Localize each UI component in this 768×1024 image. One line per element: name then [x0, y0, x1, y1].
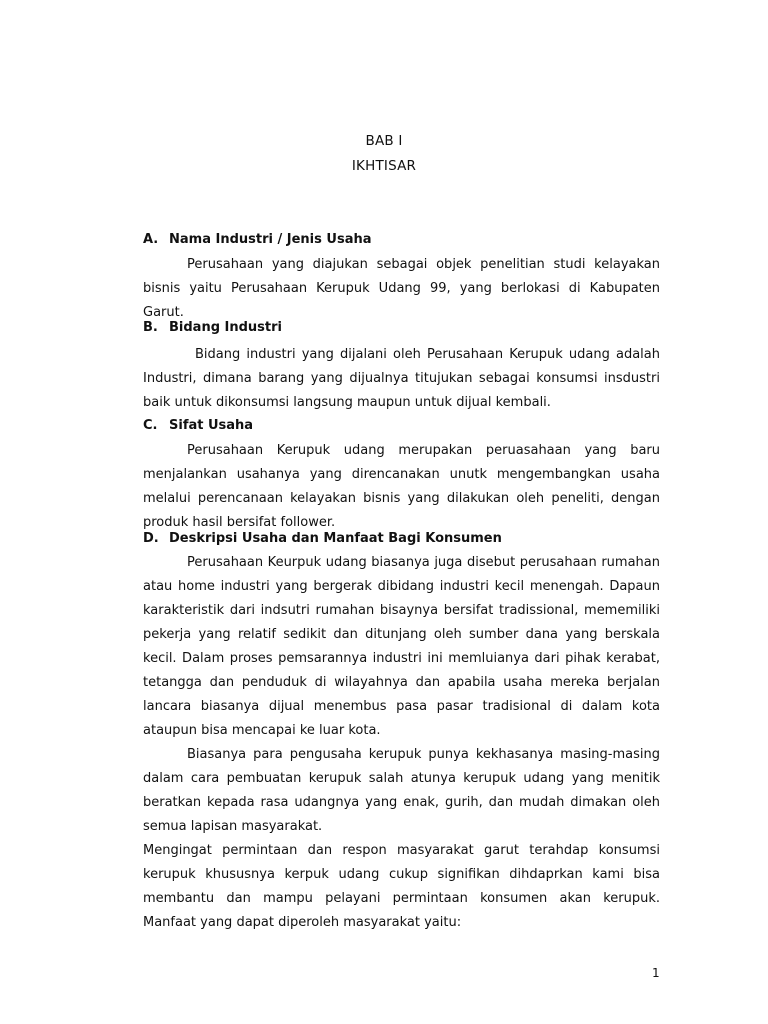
section-letter: A.	[143, 232, 159, 247]
section-title: Bidang Industri	[169, 320, 283, 335]
section-b-heading	[143, 320, 282, 335]
paragraph: Perusahaan Keurpuk udang biasanya juga disebut perusahaan rumahan atau home industri yang bergerak dibidang industri kecil menengah. Dapaun karakteristik dari indsutri rumahan bisaynya bersifat tradissional, mememiliki pekerja yang relatif sedikit dan ditunjang oleh sumber dana yang berskala kecil. Dalam proses pemsarannya industri ini memluianya dari pihak kerabat, tetangga dan penduduk di wilayahnya dan apabila usaha mereka berjalan lancara biasanya dijual menembus pasa pasar tradisional di dalam kota ataupun bisa mencapai ke luar kota.	[143, 555, 660, 738]
section-title: Nama Industri / Jenis Usaha	[169, 232, 372, 247]
section-c-heading	[143, 418, 253, 433]
chapter-title: IKHTISAR	[351, 158, 417, 174]
section-title: Sifat Usaha	[169, 418, 254, 433]
paragraph: Perusahaan Kerupuk udang merupakan peruasahaan yang baru menjalankan usahanya yang direncanakan unutk mengembangkan usaha melalui perencanaan kelayakan bisnis yang dilakukan oleh peneliti, dengan produk hasil bersifat follower.	[143, 443, 660, 530]
section-d-heading	[143, 531, 502, 546]
paragraph: Perusahaan yang diajukan sebagai objek penelitian studi kelayakan bisnis yaitu Perusahaan Kerupuk Udang 99, yang berlokasi di Kabupaten Garut.	[143, 257, 660, 320]
paragraph: Biasanya para pengusaha kerupuk punya kekhasanya masing-masing dalam cara pembuatan kerupuk salah atunya kerupuk udang yang menitik beratkan kepada rasa udangnya yang enak, gurih, dan mudah dimakan oleh semua lapisan masyarakat.	[143, 747, 660, 834]
paragraph: Bidang industri yang dijalani oleh Perusahaan Kerupuk udang adalah Industri, dimana barang yang dijualnya titujukan sebagai konsumsi insdustri baik untuk dikonsumsi langsung maupun untuk dijual kembali.	[143, 347, 660, 410]
page-number: 1	[652, 966, 660, 980]
section-letter: D.	[143, 531, 159, 546]
section-a-body	[143, 253, 660, 325]
section-d-body	[143, 551, 660, 935]
paragraph: Mengingat permintaan dan respon masyarakat garut terahdap konsumsi kerupuk khususnya kerpuk udang cukup signifikan dihdaprkan kami bisa membantu dan mampu pelayani permintaan konsumen akan kerupuk. Manfaat yang dapat diperoleh masyarakat yaitu:	[143, 843, 660, 930]
section-a-heading	[143, 232, 372, 247]
section-letter: B.	[143, 320, 158, 335]
chapter-number: BAB I	[365, 133, 403, 149]
section-c-body	[143, 439, 660, 535]
section-letter: C.	[143, 418, 158, 433]
section-b-body	[143, 343, 660, 415]
section-title: Deskripsi Usaha dan Manfaat Bagi Konsumen	[169, 531, 502, 546]
